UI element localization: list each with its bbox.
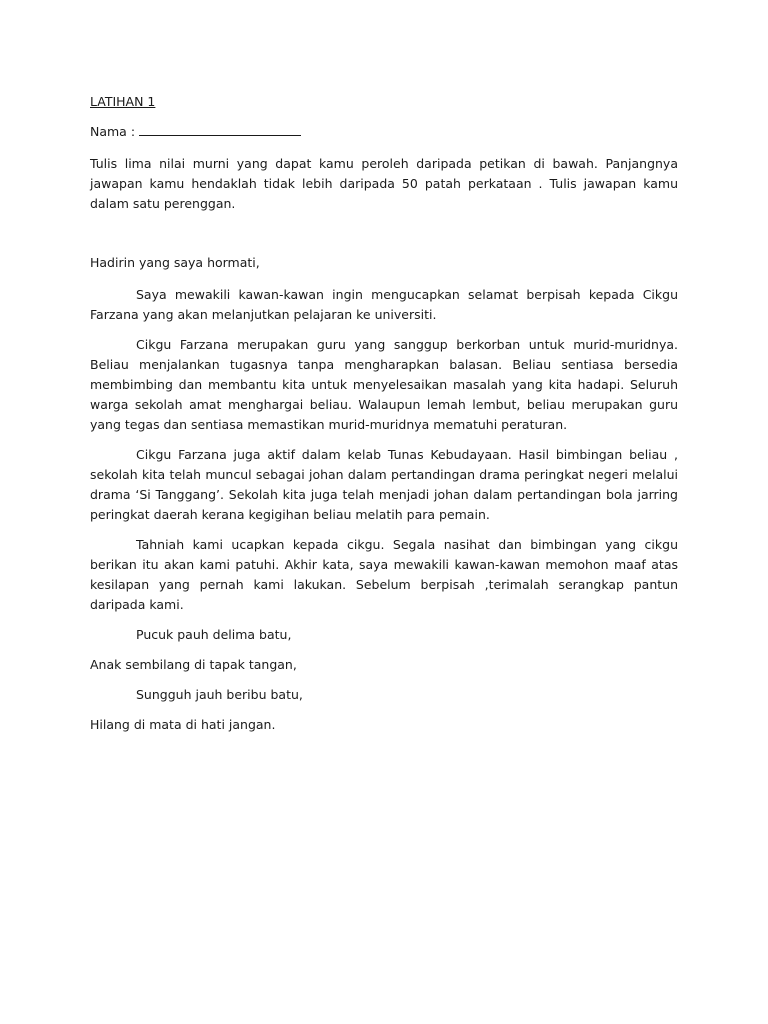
- instruction-text: Tulis lima nilai murni yang dapat kamu peroleh daripada petikan di bawah. Panjangnya jawapan kamu hendaklah tidak lebih daripada 50 patah perkataan . Tulis jawapan kamu dalam satu perenggan.: [90, 156, 678, 211]
- paragraph-3: Cikgu Farzana juga aktif dalam kelab Tunas Kebudayaan. Hasil bimbingan beliau , sekolah kita telah muncul sebagai johan dalam pertandingan drama peringkat negeri melalui drama ‘Si Tanggang’. Sekolah kita juga telah menjadi johan dalam pertandingan bola jarring peringkat daerah kerana kegigihan beliau melatih para pemain.: [90, 447, 678, 522]
- paragraph-2: Cikgu Farzana merupakan guru yang sanggup berkorban untuk murid-muridnya. Beliau menjalankan tugasnya tanpa mengharapkan balasan. Beliau sentiasa bersedia membimbing dan membantu kita untuk menyelesaikan masalah yang kita hadapi. Seluruh warga sekolah amat menghargai beliau. Walaupun lemah lembut, beliau merupakan guru yang tegas dan sentiasa memastikan murid-muridnya mematuhi peraturan.: [90, 337, 678, 432]
- pantun-line-3: Sungguh jauh beribu batu,: [136, 687, 303, 702]
- pantun-line-4: Hilang di mata di hati jangan.: [90, 717, 276, 732]
- pantun-line-1: Pucuk pauh delima batu,: [136, 627, 292, 642]
- name-label: Nama :: [90, 124, 140, 139]
- name-blank-line: [139, 123, 301, 136]
- paragraph-1: Saya mewakili kawan-kawan ingin mengucapkan selamat berpisah kepada Cikgu Farzana yang akan melanjutkan pelajaran ke universiti.: [90, 287, 678, 322]
- exercise-title: LATIHAN 1: [90, 94, 156, 109]
- paragraph-4: Tahniah kami ucapkan kepada cikgu. Segala nasihat dan bimbingan yang cikgu berikan itu akan kami patuhi. Akhir kata, saya mewakili kawan-kawan memohon maaf atas kesilapan yang pernah kami lakukan. Sebelum berpisah ,terimalah serangkap pantun daripada kami.: [90, 537, 678, 612]
- document-page: [90, 92, 678, 745]
- pantun-line-2: Anak sembilang di tapak tangan,: [90, 657, 297, 672]
- name-field-row: [90, 122, 678, 142]
- salutation: Hadirin yang saya hormati,: [90, 255, 260, 270]
